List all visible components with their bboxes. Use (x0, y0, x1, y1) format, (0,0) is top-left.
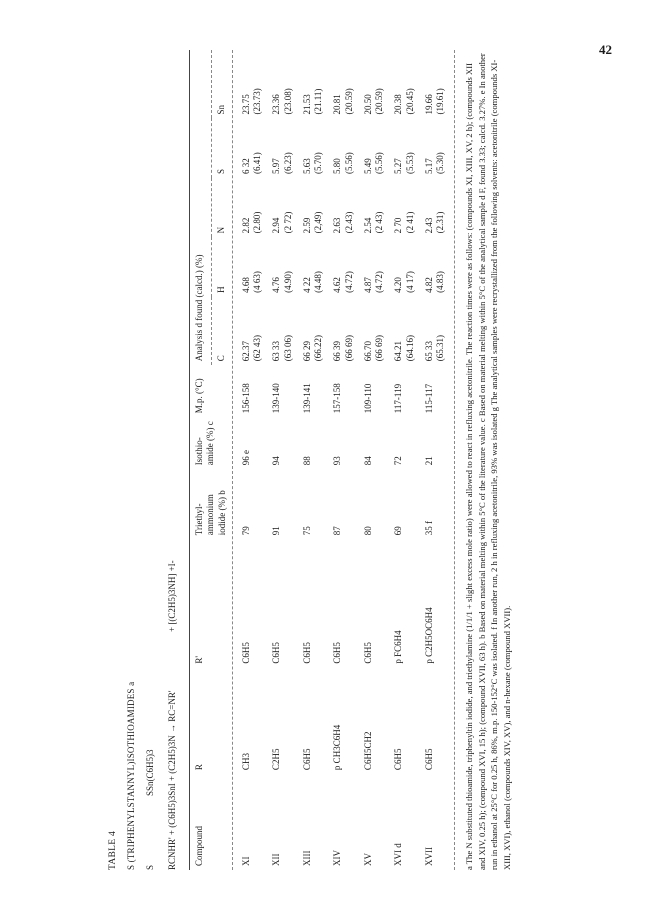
col-mp: M.p. (°C) (194, 378, 205, 414)
found-value: 2.59 (301, 217, 312, 234)
found-value: 62.37 (240, 340, 251, 362)
cell-analysis-sn (294, 50, 325, 119)
cell-analysis-sn (233, 50, 264, 119)
calcd-value: (4.90) (282, 271, 293, 293)
cell-compound: XVII (423, 847, 434, 866)
calcd-value: (2.43) (343, 211, 354, 234)
calcd-value: (62 43) (252, 334, 263, 362)
cell-analysis-c (294, 297, 325, 365)
calcd-value: (66 69) (343, 334, 354, 362)
found-value: 2.63 (332, 217, 343, 234)
found-value: 65 33 (423, 340, 434, 362)
col-h: H (215, 286, 226, 293)
cell-analysis-h (416, 237, 447, 296)
found-value: 5.17 (423, 158, 434, 174)
found-value: 20.50 (362, 94, 373, 115)
found-value: 66.70 (362, 340, 373, 362)
calcd-value: (23.73) (252, 88, 263, 115)
reaction-scheme (143, 50, 189, 870)
calcd-value: (21.11) (313, 88, 324, 115)
col-s: S (215, 168, 226, 174)
cell-r: C6H5 (393, 748, 404, 771)
found-value: 4 22 (301, 277, 312, 293)
found-value: 5.80 (332, 158, 343, 174)
found-value: 20.81 (332, 94, 343, 115)
footnote: a The N substituted thioamide, triphenyltin iodide, and triethylamine (1/1/1 + slight excess mole ratio) were allowed to react in refluxing acetonitrile. The reaction times were as follows: (compounds XI, XIII, XV, 2 h); (compounds XII and XIV, 0.25 h); (compound XVI, 15 h); (compound XVII, 63 h). b Based on material melting within 5°C of the literature value. c Based on material melting within 5°C of the analytical sample d F, found 3.33; calcd. 3.27%. e In another run in ethanol at 25°C for 0.25 h, 86%, m.p. 150-152°C was isolated. f In another run, 2 h in refluxing acetonitrile, 93% was isolated g The analytical samples were recrystallized from the following solvents: acetonitrile (compounds XI-XIII, XVI), ethanol (compounds XIV, XV), and n-hexane (compound XVII). (464, 53, 512, 870)
cell-r-prime: C6H5 (362, 642, 373, 664)
cell-compound: XIII (301, 850, 312, 866)
col-compound: Compound (194, 825, 205, 866)
found-value: 63 33 (271, 340, 282, 362)
calcd-value: (2.80) (252, 211, 263, 234)
cell-analysis-sn (385, 50, 416, 119)
found-value: 4.62 (332, 277, 343, 293)
calcd-value: (4 17) (404, 271, 415, 293)
cell-analysis-c (263, 297, 294, 365)
cell-analysis-c (385, 297, 416, 365)
cell-compound: XIV (332, 850, 343, 866)
cell-isothioamide: 96 e (240, 449, 251, 466)
col-r-prime: R' (194, 656, 205, 664)
cell-r-prime: C6H5 (332, 642, 343, 664)
calcd-value: (5.30) (435, 152, 446, 174)
rotated-table-page (108, 50, 538, 870)
table-label: TABLE 4 (108, 830, 118, 870)
cell-r: C6H5 (301, 748, 312, 771)
calcd-value: (4.72) (343, 271, 354, 293)
found-value: 2.43 (423, 217, 434, 234)
found-value: 2.94 (271, 217, 282, 234)
cell-isothioamide: 84 (362, 456, 373, 466)
cell-analysis-n (385, 178, 416, 237)
table-title: S (TRIPHENYLSTANNYL)ISOTHIOAMIDES a (125, 681, 136, 870)
scheme-sn-top: SSn(C6H5)3 (145, 749, 156, 796)
cell-isothioamide: 88 (301, 456, 312, 466)
found-value: 5.49 (362, 158, 373, 174)
cell-analysis-h (355, 237, 386, 296)
calcd-value: (4 63) (252, 271, 263, 293)
cell-compound: XVI d (393, 843, 404, 866)
cell-tea: 79 (240, 526, 251, 536)
scheme-byproduct: + [(C2H5)3NH] +I- (167, 560, 178, 632)
table-row (416, 50, 447, 870)
found-value: 2 70 (393, 217, 404, 234)
cell-analysis-n (233, 178, 264, 237)
calcd-value: (66.22) (313, 334, 324, 362)
calcd-value: (5.70) (313, 152, 324, 174)
calcd-value: (20.59) (374, 88, 385, 115)
col-n: N (215, 226, 226, 234)
calcd-value: (4.83) (435, 271, 446, 293)
cell-analysis-sn (416, 50, 447, 119)
table-row (233, 50, 264, 870)
found-value: 6 32 (240, 158, 251, 174)
found-value: 4.87 (362, 277, 373, 293)
col-isothioamide: Isothio-amide (%) c (194, 421, 216, 466)
calcd-value: (66 69) (374, 334, 385, 362)
cell-tea: 91 (271, 526, 282, 536)
calcd-value: (20.59) (343, 88, 354, 115)
cell-r-prime: C6H5 (240, 642, 251, 664)
col-c: C (215, 355, 226, 362)
calcd-value: (64.16) (404, 334, 415, 362)
cell-isothioamide: 93 (332, 456, 343, 466)
calcd-value: (23.08) (282, 88, 293, 115)
found-value: 5.63 (301, 158, 312, 174)
cell-analysis-s (416, 119, 447, 178)
cell-analysis-n (324, 178, 355, 237)
cell-analysis-s (385, 119, 416, 178)
cell-r-prime: p C2H5OC6H4 (423, 607, 434, 664)
table-row (385, 50, 416, 870)
table-row (294, 50, 325, 870)
calcd-value: (4.48) (313, 271, 324, 293)
cell-mp: 115-117 (423, 383, 434, 414)
cell-analysis-n (355, 178, 386, 237)
cell-analysis-h (294, 237, 325, 296)
cell-r: CH3 (240, 753, 251, 771)
table-row (263, 50, 294, 870)
bottom-rule (454, 50, 455, 870)
cell-analysis-s (294, 119, 325, 178)
cell-analysis-s (263, 119, 294, 178)
found-value: 5.27 (393, 158, 404, 174)
table-row (324, 50, 355, 870)
cell-tea: 35 f (423, 520, 434, 536)
table-body (233, 50, 447, 870)
scheme-reaction: RCNHR' + (C6H5)3SnI + (C2H5)3N → RC=NR' (167, 690, 178, 870)
calcd-value: (2.31) (435, 211, 446, 234)
cell-analysis-c (324, 297, 355, 365)
calcd-value: (65.31) (435, 334, 446, 362)
cell-analysis-c (416, 297, 447, 365)
cell-mp: 117-119 (393, 383, 404, 414)
found-value: 4.76 (271, 277, 282, 293)
cell-compound: XV (362, 853, 373, 866)
calcd-value: (5.53) (404, 152, 415, 174)
cell-mp: 139-140 (271, 383, 282, 414)
found-value: 4.68 (240, 277, 251, 293)
calcd-value: (4.72) (374, 271, 385, 293)
calcd-value: (2 43) (374, 211, 385, 234)
found-value: 20.38 (393, 94, 404, 115)
found-value: 2.54 (362, 217, 373, 234)
cell-analysis-n (294, 178, 325, 237)
col-sn: Sn (215, 104, 226, 115)
cell-isothioamide: 72 (393, 456, 404, 466)
cell-tea: 69 (393, 526, 404, 536)
cell-analysis-h (385, 237, 416, 296)
cell-r-prime: p FC6H4 (393, 630, 404, 664)
cell-r-prime: C6H5 (301, 642, 312, 664)
col-r: R (194, 764, 205, 771)
cell-isothioamide: 94 (271, 456, 282, 466)
cell-analysis-s (233, 119, 264, 178)
cell-analysis-n (263, 178, 294, 237)
calcd-value: (6.41) (252, 152, 263, 174)
cell-tea: 75 (301, 526, 312, 536)
cell-analysis-sn (324, 50, 355, 119)
page-number: 42 (599, 42, 612, 57)
cell-mp: 139-141 (301, 383, 312, 414)
cell-r: C6H5 (423, 748, 434, 771)
scheme-s-top: S (145, 864, 156, 870)
calcd-value: (2 41) (404, 211, 415, 234)
cell-analysis-s (355, 119, 386, 178)
found-value: 23.36 (271, 94, 282, 115)
found-value: 19.66 (423, 94, 434, 115)
cell-tea: 80 (362, 526, 373, 536)
cell-analysis-h (263, 237, 294, 296)
cell-isothioamide: 21 (423, 456, 434, 466)
calcd-value: (2 72) (282, 211, 293, 234)
table-row (355, 50, 386, 870)
found-value: 23.75 (240, 94, 251, 115)
cell-mp: 109-110 (362, 383, 373, 414)
calcd-value: (2,49) (313, 211, 324, 234)
found-value: 64.21 (393, 340, 404, 362)
cell-compound: XII (271, 853, 282, 866)
found-value: 21.53 (301, 94, 312, 115)
cell-mp: 157-158 (332, 383, 343, 414)
cell-r: p CH3C6H4 (332, 724, 343, 771)
calcd-value: (5.56) (374, 152, 385, 174)
cell-r: C6H5CH2 (362, 731, 373, 771)
found-value: 2.82 (240, 217, 251, 234)
calcd-value: (19.61) (435, 88, 446, 115)
cell-mp: 156-158 (240, 383, 251, 414)
found-value: 4.82 (423, 277, 434, 293)
cell-analysis-n (416, 178, 447, 237)
cell-analysis-c (355, 297, 386, 365)
cell-analysis-c (233, 297, 264, 365)
calcd-value: (5.56) (343, 152, 354, 174)
calcd-value: (6.23) (282, 152, 293, 174)
cell-analysis-h (324, 237, 355, 296)
cell-analysis-h (233, 237, 264, 296)
analysis-header: Analysis d found (calcd.) (%) (190, 50, 211, 365)
found-value: 4.20 (393, 277, 404, 293)
cell-r: C2H5 (271, 748, 282, 771)
cell-analysis-sn (263, 50, 294, 119)
calcd-value: (20.45) (404, 88, 415, 115)
found-value: 5.97 (271, 158, 282, 174)
cell-analysis-sn (355, 50, 386, 119)
found-value: 66 29 (301, 340, 312, 362)
cell-r-prime: C6H5 (271, 642, 282, 664)
calcd-value: (63 06) (282, 334, 293, 362)
data-table (190, 50, 446, 870)
found-value: 66 39 (332, 340, 343, 362)
col-triethylammonium: Triethyl-ammonium iodide (%) b (194, 490, 227, 536)
cell-compound: XI (240, 856, 251, 866)
cell-tea: 87 (332, 526, 343, 536)
cell-analysis-s (324, 119, 355, 178)
